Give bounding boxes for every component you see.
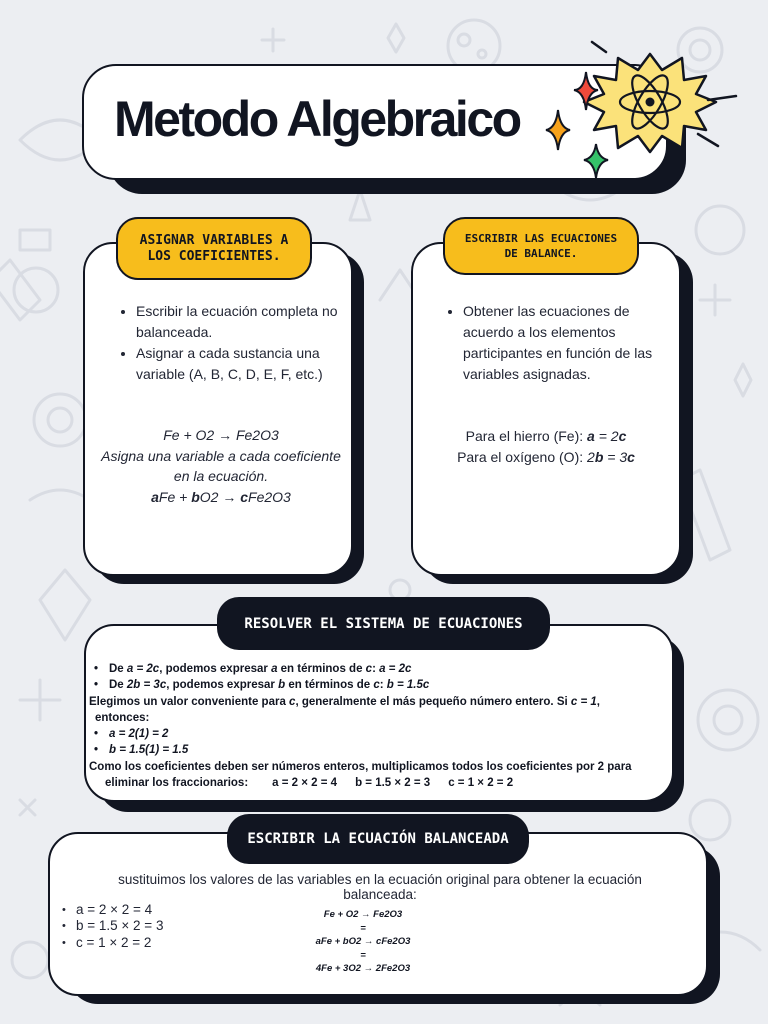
list-item: • a = 2 × 2 = 4 <box>62 902 163 918</box>
equation-line: 4Fe + 3O2 → 2Fe2O3 <box>315 963 411 975</box>
atom-burst-icon <box>584 42 736 152</box>
list-item: • De 2b = 3c, podemos expresar b en términos de c: b = 1.5c <box>89 677 669 693</box>
equation-line: Fe + O2 → Fe2O3 <box>323 909 403 920</box>
list-item: • b = 1.5(1) = 1.5 <box>89 742 669 758</box>
crystal-doodle <box>40 570 90 640</box>
list-item: • Asignar a cada sustancia una variable (A, B, C, D, E, F, etc.) <box>136 343 341 385</box>
list-item: • De a = 2c, podemos expresar a en términos de c: a = 2c <box>89 661 669 677</box>
atom-sparkles-decoration <box>540 36 750 186</box>
list-item: • a = 2(1) = 2 <box>89 726 669 742</box>
balance-equations <box>421 426 671 467</box>
oxygen-equation: Para el oxígeno (O): 2b = 3c <box>457 448 635 465</box>
assign-heading-pill: ASIGNAR VARIABLES A LOS COEFICIENTES. <box>116 217 312 280</box>
equals-line: = <box>360 949 366 961</box>
solve-text <box>89 661 669 791</box>
orange-sparkle-icon <box>546 110 570 150</box>
assign-card <box>83 242 353 576</box>
list-item: • Escribir la ecuación completa no balanceada. <box>136 301 341 343</box>
multiply-line: Como los coeficientes deben ser números enteros, multiplicamos todos los coeficientes por 2 para <box>89 760 632 773</box>
equation-line: aFe + bO2 → cFe2O3 <box>315 936 411 948</box>
balanced-intro: sustituimos los valores de las variables en la ecuación original para obtener la ecuación balanceada: <box>118 872 642 902</box>
balanced-heading-pill: ESCRIBIR LA ECUACIÓN BALANCEADA <box>227 814 529 864</box>
sparkle-doodle <box>388 24 404 52</box>
balance-card <box>411 242 681 576</box>
choose-value-line: Elegimos un valor conveniente para c, generalmente el más pequeño número entero. Si c = 1, <box>89 695 600 708</box>
balanced-equations <box>300 908 426 976</box>
labeled-equation: aFe + bO2 → cFe2O3 <box>151 488 291 505</box>
list-item: • c = 1 × 2 = 2 <box>62 935 163 951</box>
green-sparkle-icon <box>584 144 608 178</box>
balance-heading-pill: ESCRIBIR LAS ECUACIONES DE BALANCE. <box>443 217 639 275</box>
iron-equation: Para el hierro (Fe): a = 2c <box>465 428 627 444</box>
assign-bullets <box>116 301 341 385</box>
balanced-values <box>62 902 163 951</box>
page-title: Metodo Algebraico <box>114 91 520 147</box>
then-line: entonces: <box>95 711 150 724</box>
unbalanced-equation: Fe + O2 → Fe2O3 <box>163 427 279 443</box>
balance-bullets <box>443 301 668 385</box>
list-item: • Obtener las ecuaciones de acuerdo a los elementos participantes en función de las variables asignadas. <box>463 301 668 385</box>
eliminate-line: eliminar los fraccionarios: a = 2 × 2 = 4 b = 1.5 × 2 = 3 c = 1 × 2 = 2 <box>105 777 514 790</box>
equals-line: = <box>360 922 366 934</box>
list-item: • b = 1.5 × 2 = 3 <box>62 918 163 934</box>
assign-note: Asigna una variable a cada coeficiente en la ecuación. <box>101 447 341 484</box>
assign-equation-block <box>101 425 341 507</box>
solve-heading-pill: RESOLVER EL SISTEMA DE ECUACIONES <box>217 597 550 650</box>
